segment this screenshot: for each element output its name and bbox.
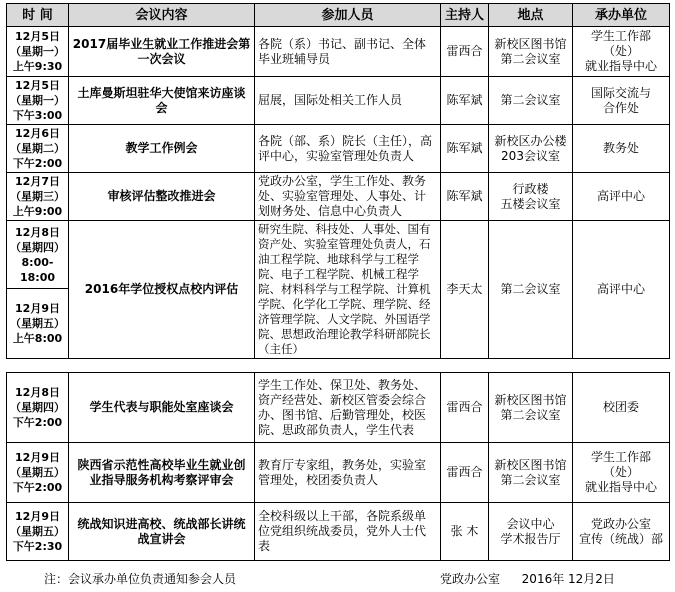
table-row: [7, 373, 670, 443]
meeting-title: 审核评估整改推进会: [69, 173, 255, 221]
meeting-title: 2016年学位授权点校内评估: [69, 221, 255, 359]
schedule-table-bottom: [6, 372, 670, 561]
meeting-organizer: 高评中心: [573, 173, 670, 221]
meeting-organizer: 学生工作部（处） 就业指导中心: [573, 443, 670, 503]
meeting-title: 陕西省示范性高校毕业生就业创业指导服务机构考察评审会: [69, 443, 255, 503]
meeting-attendees: 全校科级以上干部，各院系级单位党组织统战委员，党外人士代表: [255, 503, 441, 561]
meeting-attendees: 各院（系）书记、副书记、全体毕业班辅导员: [255, 27, 441, 77]
footnote: 注：会议承办单位负责通知参会人员: [44, 572, 237, 586]
meeting-organizer: 学生工作部（处） 就业指导中心: [573, 27, 670, 77]
meeting-attendees: 各院（部、系）院长（主任），高评中心，实验室管理处负责人: [255, 125, 441, 173]
meeting-attendees: 学生工作处、保卫处、教务处、资产经营处、新校区管委会综合办、图书馆、后勤管理处，校医院、思政部负责人，学生代表: [255, 373, 441, 443]
meeting-title: 学生代表与职能处室座谈会: [69, 373, 255, 443]
table-row: [7, 221, 670, 289]
meeting-host: 雷西合: [441, 443, 489, 503]
signoff: [440, 571, 615, 587]
meeting-location: 第二会议室: [489, 77, 573, 125]
meeting-location: 行政楼 五楼会议室: [489, 173, 573, 221]
meeting-title: 教学工作例会: [69, 125, 255, 173]
meeting-time: 12月9日 （星期五） 下午2:30: [7, 503, 69, 561]
meeting-location: 新校区办公楼 203会议室: [489, 125, 573, 173]
meeting-organizer: 教务处: [573, 125, 670, 173]
header-host: 主持人: [441, 4, 489, 27]
meeting-time-second-day: 12月9日 （星期五） 上午8:00: [7, 289, 69, 359]
meeting-host: 李天太: [441, 221, 489, 359]
meeting-attendees: 党政办公室，学生工作处、教务处、实验室管理处、人事处、计划财务处、信息中心负责人: [255, 173, 441, 221]
issuer: 党政办公室: [440, 572, 501, 586]
meeting-time: 12月8日 （星期四） 8:00-18:00: [7, 221, 69, 289]
meeting-host: 雷西合: [441, 27, 489, 77]
table-row: [7, 77, 670, 125]
meeting-location: 新校区图书馆 第二会议室: [489, 27, 573, 77]
table-row: [7, 443, 670, 503]
meeting-time: 12月5日 （星期一） 上午9:30: [7, 27, 69, 77]
table-row: [7, 125, 670, 173]
meeting-title: 统战知识进高校、统战部长讲统战宣讲会: [69, 503, 255, 561]
meeting-host: 张 木: [441, 503, 489, 561]
meeting-time: 12月5日 （星期一） 下午3:00: [7, 77, 69, 125]
meeting-time: 12月9日 （星期五） 下午2:00: [7, 443, 69, 503]
schedule-table-top: [6, 3, 670, 359]
meeting-location: 新校区图书馆 第二会议室: [489, 443, 573, 503]
meeting-attendees: 教育厅专家组，教务处，实验室管理处，校团委负责人: [255, 443, 441, 503]
meeting-organizer: 高评中心: [573, 221, 670, 359]
meeting-location: 新校区图书馆 第二会议室: [489, 373, 573, 443]
meeting-organizer: 党政办公室 宣传（统战）部: [573, 503, 670, 561]
meeting-title: 2017届毕业生就业工作推进会第一次会议: [69, 27, 255, 77]
meeting-time: 12月8日 （星期四） 下午2:00: [7, 373, 69, 443]
meeting-organizer: 校团委: [573, 373, 670, 443]
meeting-host: 雷西合: [441, 373, 489, 443]
meeting-attendees: 屈展，国际处相关工作人员: [255, 77, 441, 125]
meeting-host: 陈军斌: [441, 173, 489, 221]
meeting-host: 陈军斌: [441, 77, 489, 125]
header-time: 时 间: [7, 4, 69, 27]
table-row: [7, 503, 670, 561]
meeting-time: 12月7日 （星期三） 上午9:00: [7, 173, 69, 221]
meeting-attendees: 研究生院、科技处、人事处、国有资产处、实验室管理处负责人，石油工程学院、地球科学与工程学院、电子工程学院、机械工程学院、材料科学与工程学院、计算机学院、化学化工学院、理学院、经济管理学院、人文学院、外国语学院、思想政治理论教学科研部院长（主任）: [255, 221, 441, 359]
meeting-title: 土库曼斯坦驻华大使馆来访座谈会: [69, 77, 255, 125]
issue-date: 2016年 12月2日: [521, 572, 615, 586]
header-title: 会议内容: [69, 4, 255, 27]
meeting-time: 12月6日 （星期二） 下午2:00: [7, 125, 69, 173]
meeting-location: 第二会议室: [489, 221, 573, 359]
meeting-organizer: 国际交流与 合作处: [573, 77, 670, 125]
meeting-host: 陈军斌: [441, 125, 489, 173]
table-row: [7, 27, 670, 77]
table-header-row: [7, 4, 670, 27]
header-attendees: 参加人员: [255, 4, 441, 27]
table-row: [7, 173, 670, 221]
header-organizer: 承办单位: [573, 4, 670, 27]
header-location: 地点: [489, 4, 573, 27]
meeting-location: 会议中心 学术报告厅: [489, 503, 573, 561]
